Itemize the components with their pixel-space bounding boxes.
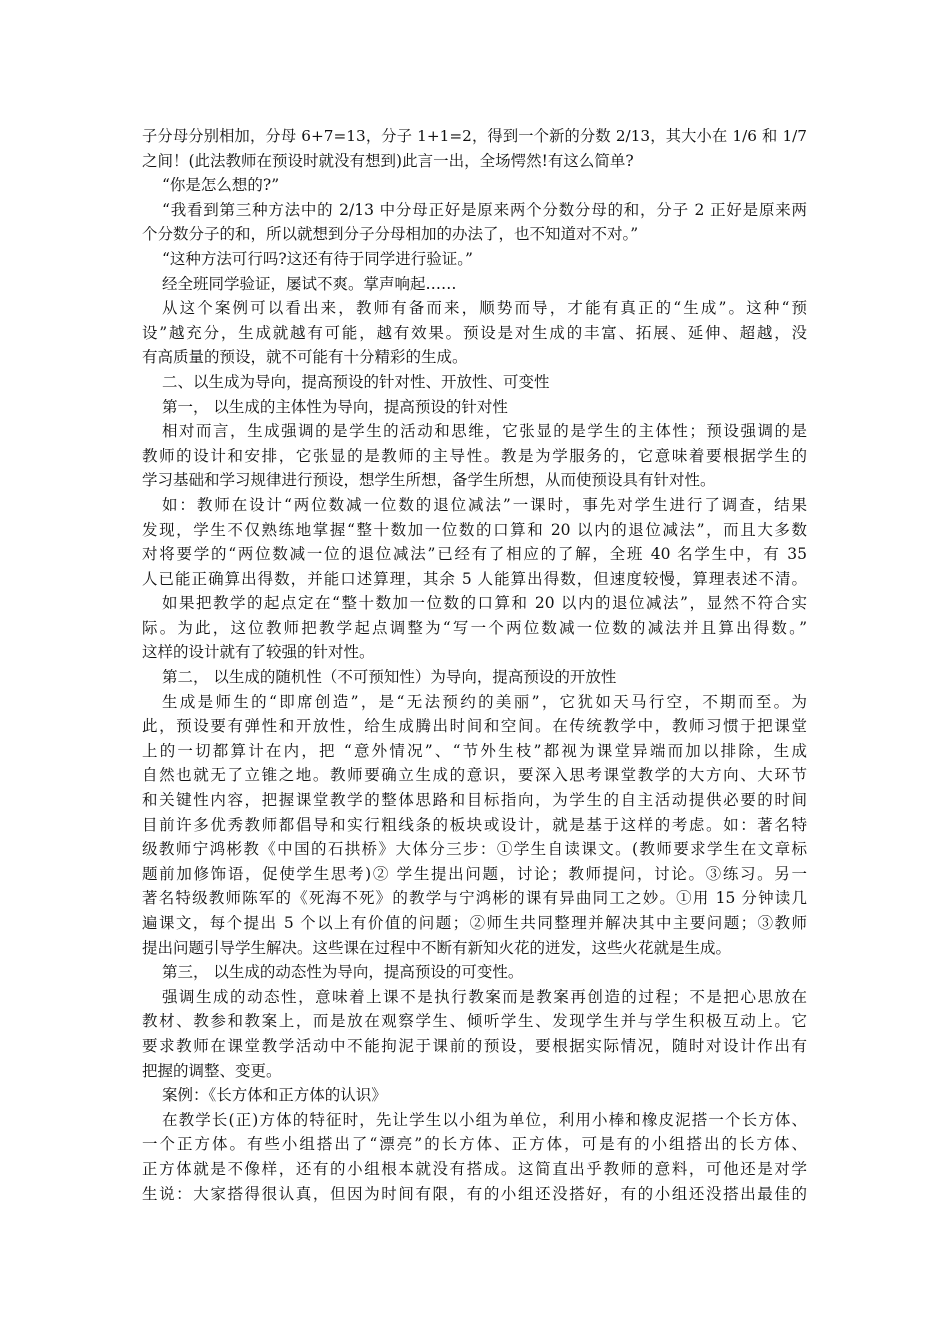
text-line: 有高质量的预设，就不可能有十分精彩的生成。 — [142, 348, 468, 367]
text-line: 第一， 以生成的主体性为导向，提高预设的针对性 — [162, 397, 508, 416]
text-line: 在教学长(正)方体的特征时，先让学生以小组为单位，利用小棒和橡皮泥搭一个长方体、 — [162, 1110, 807, 1129]
text-line: 际。为此，这位教师把教学起点调整为“写一个两位数减一位数的减法并且算出得数。” — [142, 618, 807, 637]
text-line: 案例：《长方体和正方体的认识》 — [162, 1086, 387, 1105]
text-line: 一个正方体。有些小组搭出了“漂亮”的长方体、正方体，可是有的小组搭出的长方体、 — [142, 1135, 807, 1154]
text-line: 人已能正确算出得数，并能口述算理，其余 5 人能算出得数，但速度较慢，算理表述不清。 — [142, 569, 807, 588]
text-line: 生说：大家搭得很认真，但因为时间有限，有的小组还没搭好，有的小组还没搭出最佳的 — [142, 1184, 807, 1203]
text-line: 子分母分别相加，分母 6+7=13，分子 1+1=2，得到一个新的分数 2/13，其大小在 1/6 和 1/7 — [142, 127, 807, 145]
text-line: 经全班同学验证，屡试不爽。掌声响起…… — [162, 274, 457, 293]
text-line: 对将要学的“两位数减一位的退位减法”已经有了相应的了解，全班 40 名学生中，有 35 — [142, 545, 807, 564]
document-page — [142, 124, 807, 1206]
text-line: 强调生成的动态性，意味着上课不是执行教案而是教案再创造的过程；不是把心思放在 — [162, 987, 807, 1006]
text-line: 著名特级教师陈军的《死海不死》的教学与宁鸿彬的课有异曲同工之妙。①用 15 分钟读几 — [142, 889, 807, 908]
text-line: 此，预设要有弹性和开放性，给生成腾出时间和空间。在传统教学中，教师习惯于把课堂 — [142, 717, 807, 736]
text-line: 上的一切都算计在内，把 “意外情况”、“节外生枝”都视为课堂异端而加以排除，生成 — [142, 741, 807, 760]
text-line: 这样的设计就有了较强的针对性。 — [142, 643, 375, 662]
text-line: 学习基础和学习规律进行预设，想学生所想，备学生所想，从而使预设具有针对性。 — [142, 471, 716, 490]
text-line: 设”越充分，生成就越有可能，越有效果。预设是对生成的丰富、拓展、延伸、超越，没 — [142, 323, 807, 342]
text-line: 级教师宁鸿彬教《中国的石拱桥》大体分三步：①学生自读课文。(教师要求学生在文章标 — [142, 840, 807, 859]
text-line: 相对而言，生成强调的是学生的活动和思维，它张显的是学生的主体性；预设强调的是 — [162, 422, 807, 441]
text-line: 题前加修饰语，促使学生思考)② 学生提出问题，讨论；教师提问，讨论。③练习。另一 — [142, 864, 807, 883]
text-line: 从这个案例可以看出来，教师有备而来，顺势而导，才能有真正的“生成”。这种“预 — [162, 299, 807, 318]
text-line: “这种方法可行吗?这还有待于同学进行验证。” — [162, 249, 473, 268]
text-line: 目前许多优秀教师都倡导和实行粗线条的板块或设计，就是基于这样的考虑。如：著名特 — [142, 815, 807, 834]
text-line: 发现，学生不仅熟练地掌握“整十数加一位数的口算和 20 以内的退位减法”，而且大多数 — [142, 520, 807, 539]
text-line: 把握的调整、变更。 — [142, 1061, 282, 1080]
text-line: 遍课文，每个提出 5 个以上有价值的问题；②师生共同整理并解决其中主要问题；③教师 — [142, 914, 807, 932]
text-line: 自然也就无了立锥之地。教师要确立生成的意识，要深入思考课堂教学的大方向、大环节 — [142, 766, 807, 785]
text-line: 之间！(此法教师在预设时就没有想到)此言一出，全场愕然!有这么简单? — [142, 151, 634, 170]
text-line: 第三， 以生成的动态性为导向，提高预设的可变性。 — [162, 963, 524, 982]
text-line: 正方体就是不像样，还有的小组根本就没有搭成。这简直出乎教师的意料，可他还是对学 — [142, 1159, 807, 1178]
text-line: 教材、教参和教案上，而是放在观察学生、倾听学生、发现学生并与学生积极互动上。它 — [142, 1012, 807, 1031]
text-line: 二、以生成为导向，提高预设的针对性、开放性、可变性 — [162, 372, 550, 391]
text-line: 要求教师在课堂教学活动中不能拘泥于课前的预设，要根据实际情况，随时对设计作出有 — [142, 1036, 807, 1055]
text-line: 第二， 以生成的随机性（不可预知性）为导向，提高预设的开放性 — [162, 668, 617, 687]
text-line: “我看到第三种方法中的 2/13 中分母正好是原来两个分数分母的和，分子 2 正好是原来两 — [162, 200, 807, 219]
text-line: 提出问题引导学生解决。这些课在过程中不断有新知火花的迸发，这些火花就是生成。 — [142, 938, 732, 957]
text-line: “你是怎么想的?” — [162, 176, 280, 195]
text-line: 如果把教学的起点定在“整十数加一位数的口算和 20 以内的退位减法”，显然不符合实 — [162, 594, 807, 613]
text-line: 生成是师生的“即席创造”，是“无法预约的美丽”，它犹如天马行空，不期而至。为 — [162, 692, 807, 711]
text-line: 个分数分子的和，所以就想到分子分母相加的办法了，也不知道对不对。” — [142, 225, 639, 244]
text-line: 如：教师在设计“两位数减一位数的退位减法”一课时，事先对学生进行了调查，结果 — [162, 495, 807, 514]
text-line: 教师的设计和安排，它张显的是教师的主导性。教是为学服务的，它意味着要根据学生的 — [142, 446, 807, 465]
text-line: 和关键性内容，把握课堂教学的整体思路和目标指向，为学生的自主活动提供必要的时间 — [142, 791, 807, 810]
